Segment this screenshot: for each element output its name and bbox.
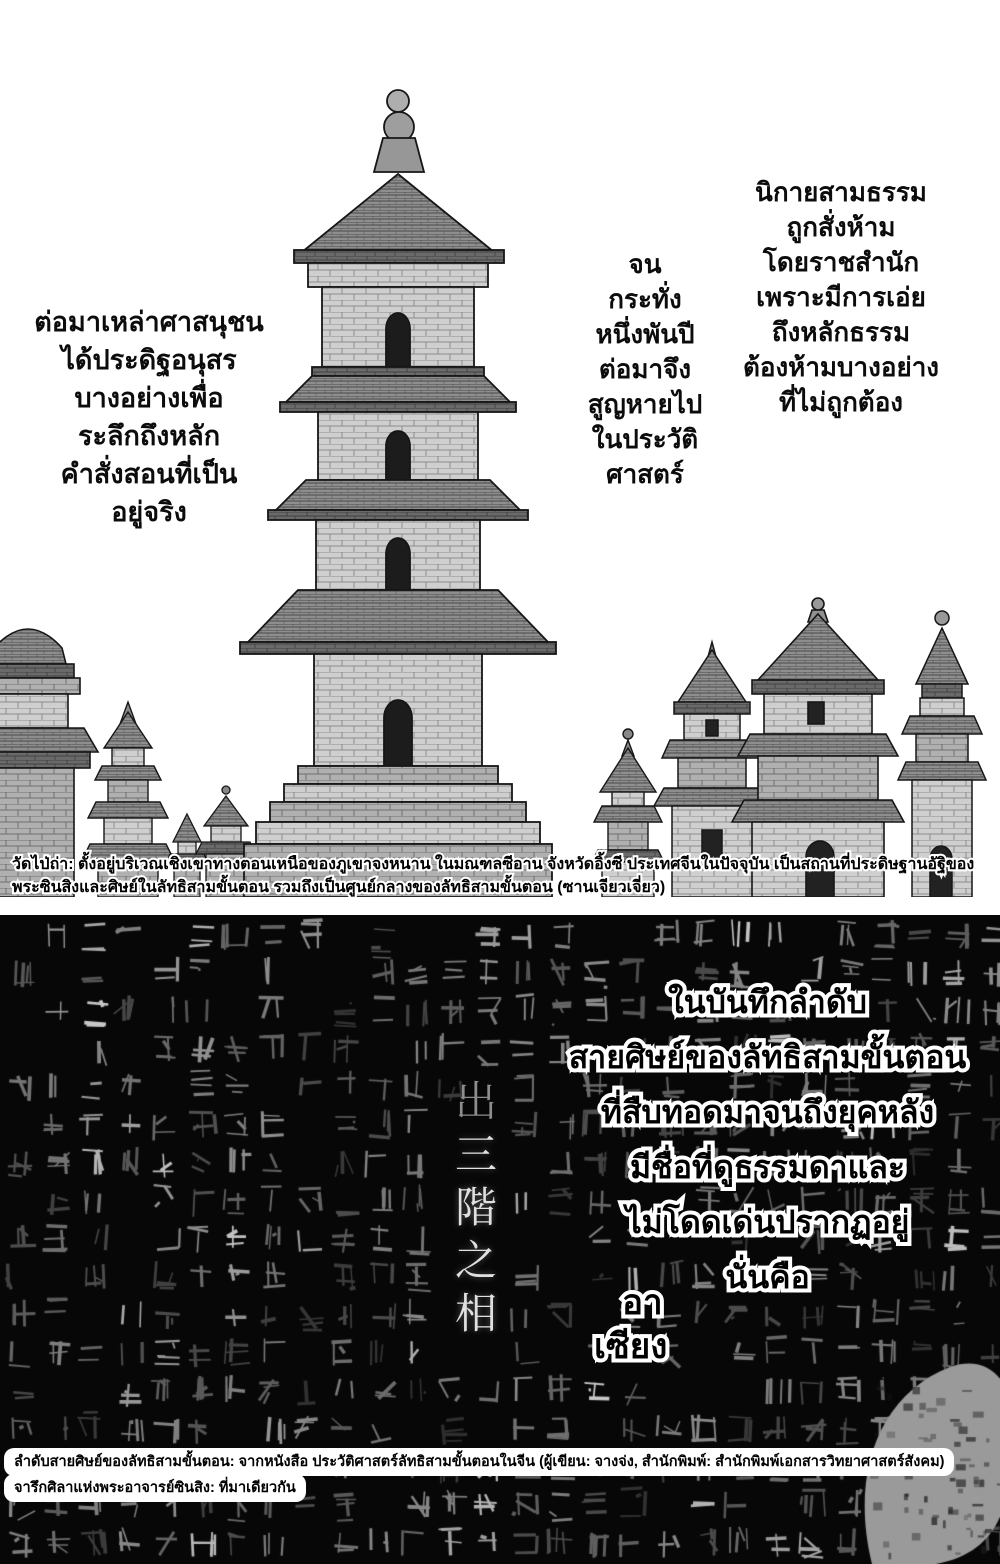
narration-line: มีชื่อที่ดูธรรมดาและ bbox=[629, 1149, 906, 1185]
speech-line: ที่ไม่ถูกต้อง bbox=[778, 387, 904, 417]
speech-line: คำสั่งสอนที่เป็น bbox=[60, 459, 238, 489]
speech-line: นิกายสามธรรม bbox=[755, 177, 927, 207]
stele-character: 三 bbox=[454, 1130, 497, 1179]
stele-character: 出 bbox=[454, 1077, 497, 1126]
central-pagoda-illustration bbox=[240, 90, 556, 897]
speech-line: ระลึกถึงหลัก bbox=[77, 421, 221, 451]
narration-line: สายศิษย์ของลัทธิสามขั้นตอน bbox=[568, 1039, 967, 1075]
speech-line: ในประวัติ bbox=[591, 424, 699, 454]
speech-line: สูญหายไป bbox=[587, 389, 703, 419]
speech-line: ต่อมาจึง bbox=[598, 354, 692, 384]
narration-line: ไม่โดดเด่นปรากฏอยู่ bbox=[625, 1204, 910, 1240]
speech-line: ต้องห้ามบางอย่าง bbox=[742, 352, 939, 382]
bottom-panel bbox=[0, 915, 1000, 1564]
speech-line: ถึงหลักธรรม bbox=[771, 317, 911, 347]
speech-line: ได้ประดิฐอนุสร bbox=[61, 345, 237, 375]
name-word-first: อา bbox=[622, 1283, 663, 1322]
source-caption-line-2 bbox=[4, 1474, 306, 1502]
caption-line: วัดไป่ถ่า: ตั้งอยู่บริเวณเชิงเขาทางตอนเหนือของภูเขาจงหนาน ในมณฑลซีอาน จังหวัดอิ้งซี ประเทศจีนในปัจจุบัน เป็นสถานที่ประดิษฐานอัฐิของ bbox=[12, 856, 975, 873]
speech-line: เพราะมีการเอ่ย bbox=[756, 282, 926, 312]
narration-line: ที่สืบทอดมาจนถึงยุคหลัง bbox=[600, 1094, 935, 1130]
narration-line: นั่นคือ bbox=[725, 1259, 810, 1295]
photo-caption-top bbox=[12, 853, 977, 897]
caption-pill: จารึกศิลาแห่งพระอาจารย์ซินสิง: ที่มาเดียวกัน bbox=[4, 1474, 306, 1502]
speech-text-left bbox=[18, 303, 280, 531]
speech-line: หนึ่งพันปี bbox=[595, 319, 695, 349]
speech-line: อยู่จริง bbox=[111, 497, 187, 527]
name-word-second: เซียง bbox=[594, 1327, 668, 1366]
speech-line: บางอย่างเพื่อ bbox=[74, 383, 224, 413]
narration-text bbox=[535, 975, 1000, 1305]
source-caption-line-1 bbox=[4, 1448, 954, 1476]
narration-line: ในบันทึกลำดับ bbox=[668, 984, 867, 1020]
caption-pill: ลำดับสายศิษย์ของลัทธิสามขั้นตอน: จากหนังสือ ประวัติศาสตร์ลัทธิสามขั้นตอนในจีน (ผู้เขียน: จางจ่ง, สำนักพิมพ์: สำนักพิมพ์เอกสารวิทยาศาสตร์สังคม) bbox=[4, 1448, 954, 1476]
speech-line: โดยราชสำนัก bbox=[762, 247, 920, 277]
speech-line: ศาสตร์ bbox=[606, 459, 684, 489]
speech-line: กระทั่ง bbox=[608, 284, 682, 314]
stele-column-characters bbox=[448, 1075, 504, 1340]
speech-line: จน bbox=[628, 249, 662, 279]
stele-character: 之 bbox=[454, 1236, 497, 1285]
stele-character: 相 bbox=[454, 1289, 497, 1338]
stele-character: 階 bbox=[454, 1183, 497, 1232]
speech-line: ต่อมาเหล่าศาสนุชน bbox=[34, 307, 264, 337]
speech-line: ถูกสั่งห้าม bbox=[786, 212, 896, 242]
caption-line: พระซินสิงและศิษย์ในลัทธิสามขั้นตอน รวมถึงเป็นศูนย์กลางของลัทธิสามขั้นตอน (ซานเจียวเจี่ยว) bbox=[12, 879, 666, 896]
speech-text-right bbox=[686, 175, 996, 420]
